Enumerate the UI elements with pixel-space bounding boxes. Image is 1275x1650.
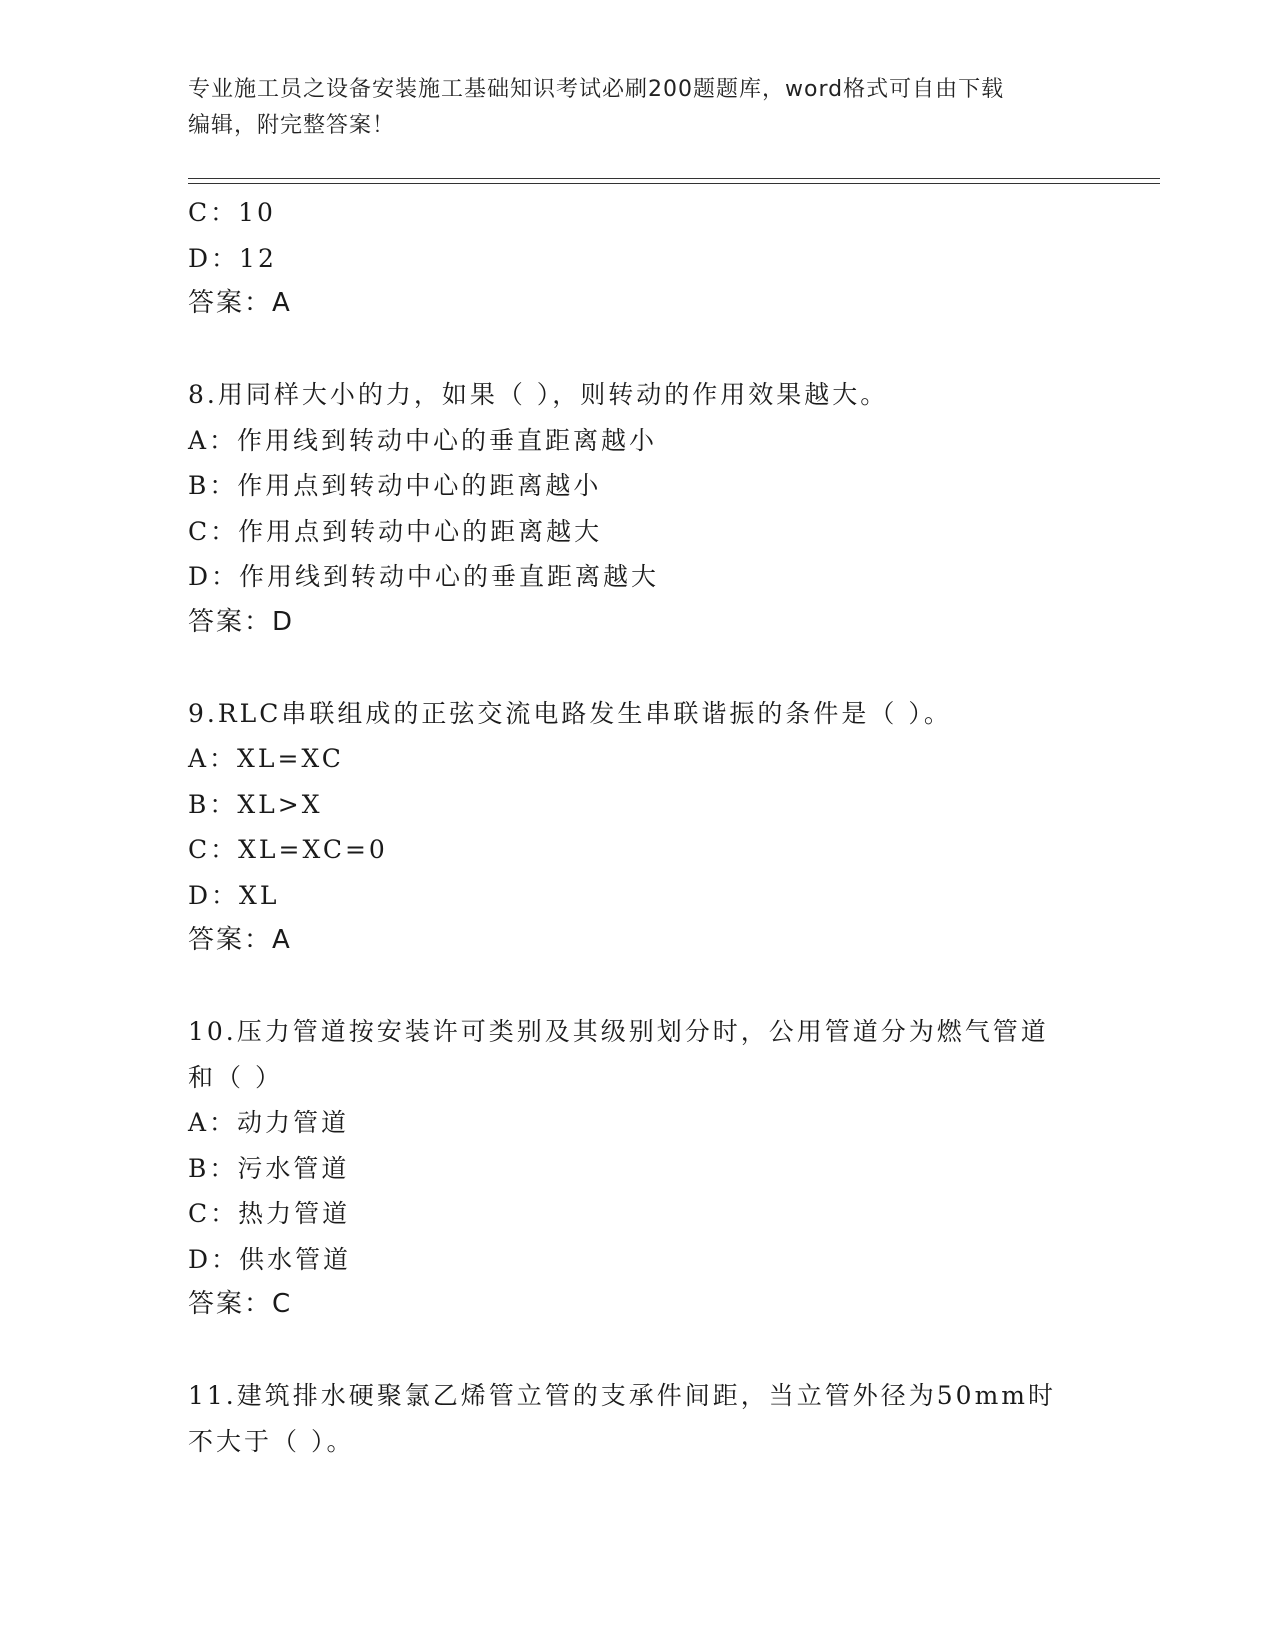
question-9-block [188,691,1088,964]
option-d: D：12 [188,243,277,273]
question-stem: 8.用同样大小的力，如果（ ），则转动的作用效果越大。 [188,380,889,409]
question-11-block [188,1373,1088,1464]
option-d: D：作用线到转动中心的垂直距离越大 [188,562,660,591]
option-c: C：热力管道 [188,1199,351,1228]
option-a: A：XL=XC [188,744,344,773]
spacer [188,1328,1088,1374]
option-a: A：动力管道 [188,1108,350,1137]
option-b: B：污水管道 [188,1153,350,1183]
answer-label: 答案：D [188,606,295,637]
question-stem: 9.RLC串联组成的正弦交流电路发生串联谐振的条件是（ ）。 [188,698,952,728]
header-title-line-2: 编辑，附完整答案！ [188,113,396,138]
option-c: C：10 [188,198,276,227]
option-b: B：作用点到转动中心的距离越小 [188,471,602,500]
question-content [188,190,1088,1464]
question-8-block [188,372,1088,645]
option-c: C：XL=XC=0 [188,835,388,864]
answer-label: 答案：A [188,925,292,955]
header-divider [188,178,1160,184]
question-stem: 11.建筑排水硬聚氯乙烯管立管的支承件间距，当立管外径为50mm时 [188,1381,1056,1410]
spacer [188,645,1088,691]
prev-question-block [188,190,1088,327]
option-d: D：供水管道 [188,1244,352,1274]
option-c: C：作用点到转动中心的距离越大 [188,516,603,546]
question-stem-continued: 不大于（ ）。 [188,1426,355,1456]
option-b: B：XL>X [188,789,323,819]
question-10-block [188,1009,1088,1328]
option-d: D：XL [188,880,280,910]
question-stem-continued: 和（ ） [188,1062,283,1092]
document-header [188,72,1088,144]
spacer [188,327,1088,373]
header-title-line-1: 专业施工员之设备安装施工基础知识考试必刷200题题库，word格式可自由下载 [188,77,1005,102]
answer-label: 答案：A [188,288,292,318]
answer-label: 答案：C [188,1289,293,1319]
option-a: A：作用线到转动中心的垂直距离越小 [188,425,658,455]
spacer [188,964,1088,1010]
question-stem: 10.压力管道按安装许可类别及其级别划分时，公用管道分为燃气管道 [188,1017,1049,1046]
